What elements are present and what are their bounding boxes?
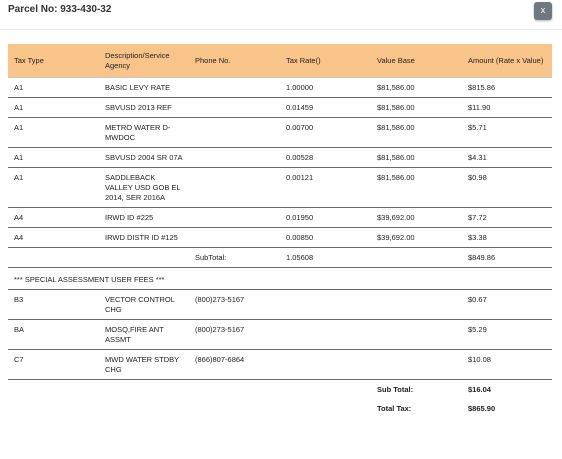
- col-amount: Amount (Rate x Value): [462, 44, 552, 78]
- cell-value: $81,586.00: [371, 148, 462, 168]
- cell-amount: $4.31: [462, 148, 552, 168]
- cell-rate: 0.00528: [280, 148, 371, 168]
- cell-type: A1: [8, 98, 99, 118]
- special-assessment-header-row: [8, 268, 552, 290]
- table-row: [8, 78, 552, 98]
- cell-type: A1: [8, 118, 99, 148]
- cell-rate: 0.00121: [280, 168, 371, 208]
- total-tax-amount: $865.90: [468, 404, 496, 413]
- close-button[interactable]: x: [534, 2, 552, 20]
- modal-header: [0, 0, 562, 30]
- table-row: [8, 290, 552, 320]
- cell-type: A1: [8, 78, 99, 98]
- table-row: [8, 148, 552, 168]
- sub-total-amount: $16.04: [468, 385, 491, 394]
- cell-phone: [189, 208, 280, 228]
- table-header-row: [8, 44, 552, 78]
- cell-rate: [280, 290, 371, 320]
- sub-total-row: [8, 380, 552, 400]
- cell-amount: $0.98: [462, 168, 552, 208]
- cell-value: [371, 320, 462, 350]
- table-row: [8, 98, 552, 118]
- subtotal-amount: $849.86: [462, 248, 552, 268]
- subtotal-label: SubTotal:: [189, 248, 280, 268]
- cell-rate: 0.00850: [280, 228, 371, 248]
- cell-phone: (866)807-6864: [189, 350, 280, 380]
- cell-phone: [189, 228, 280, 248]
- cell-rate: [280, 350, 371, 380]
- cell-type: B3: [8, 290, 99, 320]
- table-row: [8, 118, 552, 148]
- cell-desc: VECTOR CONTROL CHG: [99, 290, 189, 320]
- cell-desc: SBVUSD 2013 REF: [99, 98, 189, 118]
- cell-amount: $5.71: [462, 118, 552, 148]
- table-row: [8, 168, 552, 208]
- special-assessment-header: *** SPECIAL ASSESSMENT USER FEES ***: [8, 268, 552, 290]
- cell-rate: 0.01950: [280, 208, 371, 228]
- col-phone: Phone No.: [189, 44, 280, 78]
- cell-phone: (800)273-5167: [189, 320, 280, 350]
- cell-phone: [189, 148, 280, 168]
- sub-total-label: Sub Total:: [377, 385, 414, 394]
- table-row: [8, 320, 552, 350]
- cell-type: C7: [8, 350, 99, 380]
- total-tax-label: Total Tax:: [377, 404, 412, 413]
- cell-amount: $10.08: [462, 350, 552, 380]
- cell-rate: [280, 320, 371, 350]
- cell-type: BA: [8, 320, 99, 350]
- tax-table: [8, 44, 552, 418]
- cell-value: $39,692.00: [371, 228, 462, 248]
- cell-value: [371, 290, 462, 320]
- col-value-base: Value Base: [371, 44, 462, 78]
- subtotal-rate: 1.05608: [280, 248, 371, 268]
- cell-desc: SADDLEBACK VALLEY USD GOB EL 2014, SER 2016A: [99, 168, 189, 208]
- col-tax-rate: Tax Rate(): [280, 44, 371, 78]
- cell-value: [371, 350, 462, 380]
- cell-value: $81,586.00: [371, 168, 462, 208]
- cell-phone: (800)273-5167: [189, 290, 280, 320]
- cell-rate: 0.01459: [280, 98, 371, 118]
- cell-value: $39,692.00: [371, 208, 462, 228]
- table-row: [8, 208, 552, 228]
- cell-desc: SBVUSD 2004 SR 07A: [99, 148, 189, 168]
- col-description: Description/Service Agency: [99, 44, 189, 78]
- parcel-title: Parcel No: 933-430-32: [8, 4, 112, 15]
- table-row: [8, 228, 552, 248]
- cell-amount: $7.72: [462, 208, 552, 228]
- cell-type: A1: [8, 168, 99, 208]
- cell-desc: BASIC LEVY RATE: [99, 78, 189, 98]
- cell-type: A4: [8, 228, 99, 248]
- cell-rate: 1.00000: [280, 78, 371, 98]
- cell-value: $81,586.00: [371, 98, 462, 118]
- subtotal-row: [8, 248, 552, 268]
- cell-desc: METRO WATER D-MWDOC: [99, 118, 189, 148]
- cell-amount: $11.90: [462, 98, 552, 118]
- cell-phone: [189, 98, 280, 118]
- total-tax-row: [8, 399, 552, 418]
- cell-amount: $5.29: [462, 320, 552, 350]
- cell-value: $81,586.00: [371, 118, 462, 148]
- cell-desc: MWD WATER STDBY CHG: [99, 350, 189, 380]
- cell-type: A1: [8, 148, 99, 168]
- header-divider: [0, 29, 562, 30]
- cell-phone: [189, 78, 280, 98]
- cell-phone: [189, 168, 280, 208]
- cell-phone: [189, 118, 280, 148]
- cell-amount: $815.86: [462, 78, 552, 98]
- cell-rate: 0.00700: [280, 118, 371, 148]
- cell-value: $81,586.00: [371, 78, 462, 98]
- cell-desc: IRWD ID #225: [99, 208, 189, 228]
- cell-type: A4: [8, 208, 99, 228]
- table-row: [8, 350, 552, 380]
- cell-desc: MOSQ,FIRE ANT ASSMT: [99, 320, 189, 350]
- cell-amount: $3.38: [462, 228, 552, 248]
- cell-desc: IRWD DISTR ID #125: [99, 228, 189, 248]
- cell-amount: $0.67: [462, 290, 552, 320]
- col-tax-type: Tax Type: [8, 44, 99, 78]
